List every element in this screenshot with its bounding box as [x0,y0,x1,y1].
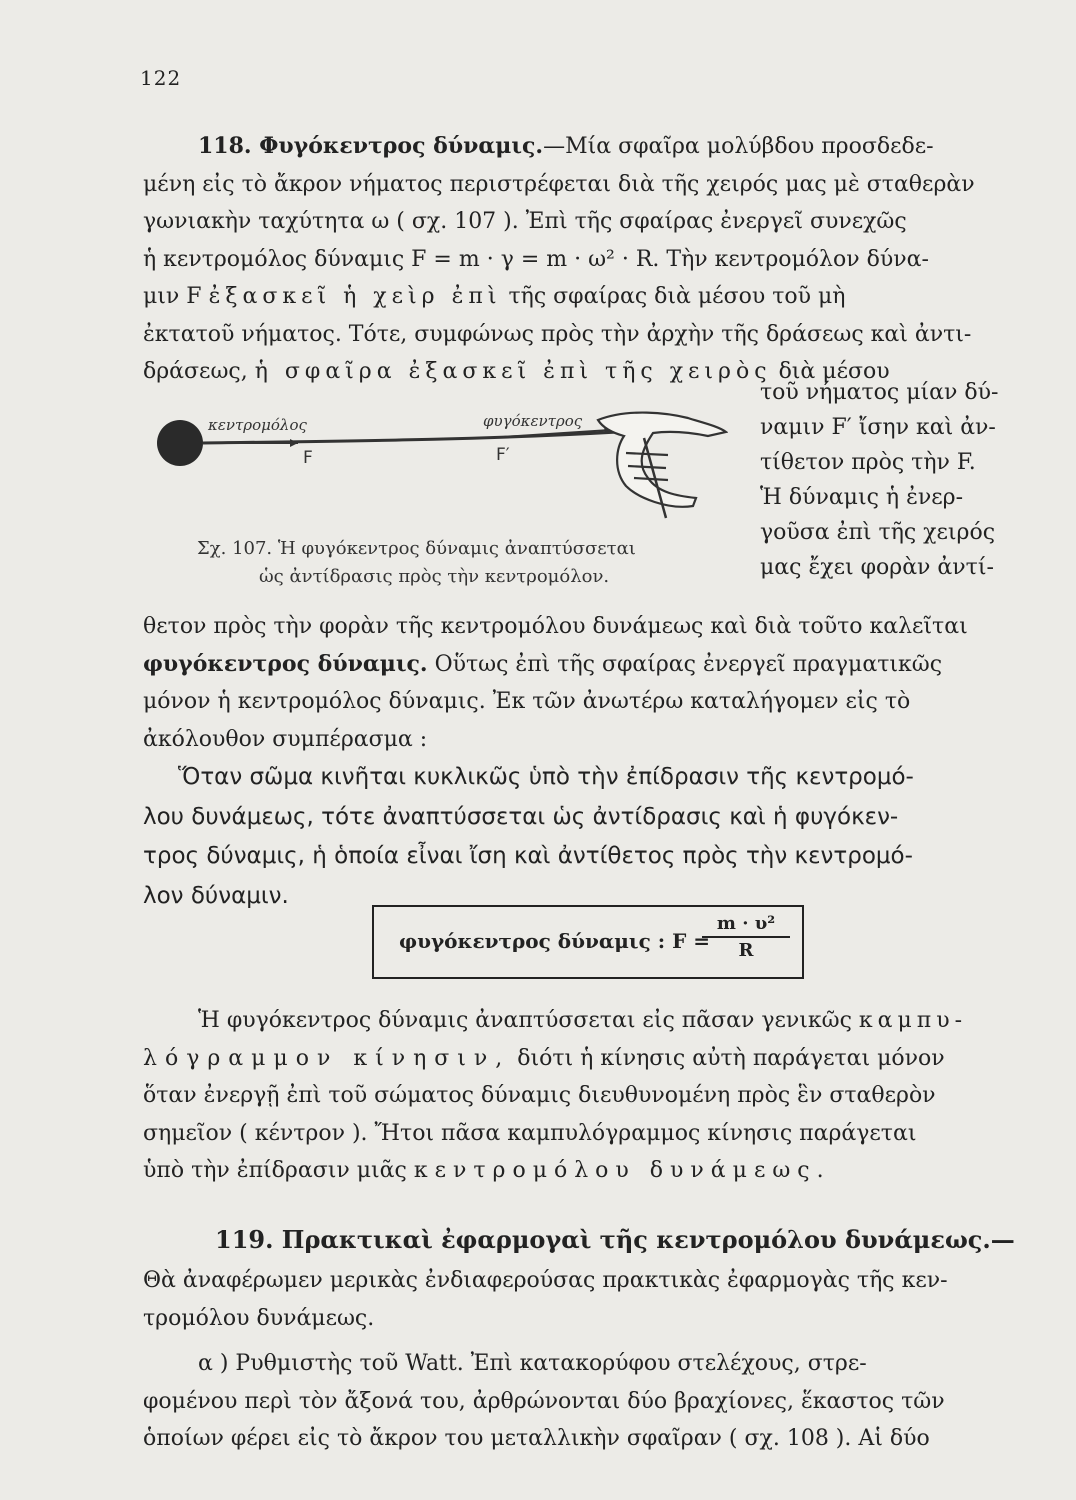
text-line: ὅταν ἐνεργῇ ἐπὶ τοῦ σώματος δύναμις διευθυνομένη πρὸς ἓν σταθερὸν [143,1083,936,1108]
text-fragment: Οὕτως ἐπὶ τῆς σφαίρας ἐνεργεῖ πραγματικῶς [427,651,943,677]
formula-box [372,905,804,979]
text-line: τρος δύναμις, ἡ ὁποία εἶναι ἴση καὶ ἀντίθετος πρὸς τὴν κεντρομό- [143,843,913,869]
text-line: Θὰ ἀναφέρωμεν μερικὰς ἐνδιαφερούσας πρακτικὰς ἐφαρμογὰς τῆς κεν- [143,1268,948,1293]
spaced-text: κεντρομόλου δυνάμεως. [413,1158,831,1183]
text-line: τρομόλου δυνάμεως. [143,1305,375,1331]
text-line: φομένου περὶ τὸν ἄξονά του, ἀρθρώνονται δύο βραχίονες, ἕκαστος τῶν [143,1388,945,1414]
text-line [143,1152,967,1190]
label-F-prime: F′ [496,445,510,465]
formula-label: φυγόκεντρος δύναμις : F = [399,929,710,953]
centrifugal-general-paragraph [143,1002,967,1190]
spaced-text: ἐξασκεῖ ἡ χεὶρ ἐπὶ [208,284,502,309]
label-centripetal: κεντρομόλος [208,416,307,434]
text-line: ἀκόλουθον συμπέρασμα : [143,726,428,752]
caption-line: ὡς ἀντίδρασις πρὸς τὴν κεντρομόλον. [259,566,610,587]
text-line: μας ἔχει φορὰν ἀντί- [760,555,994,580]
text-line: ἡ κεντρομόλος δύναμις F = m · γ = m · ω² · R. Τὴν κεντρομόλον δύνα- [143,246,929,272]
rule-statement [143,758,914,916]
text-fragment: δράσεως, [143,359,248,384]
text-line [143,646,968,684]
text-line: γοῦσα ἐπὶ τῆς χειρός [760,520,996,545]
text-line: Ἡ δύναμις ἡ ἐνερ- [760,485,964,510]
figure-107-illustration [148,398,728,523]
continuation-paragraph [143,608,968,758]
text-line: ἐκτατοῦ νήματος. Τότε, συμφώνως πρὸς τὴν ἀρχὴν τῆς δράσεως καὶ ἀντι- [143,321,972,347]
arrow-head [290,439,298,447]
text-line: μόνον ἡ κεντρομόλος δύναμις. Ἐκ τῶν ἀνωτέρω καταλήγομεν εἰς τὸ [143,689,911,714]
spaced-text: καμπυ- [858,1008,968,1033]
text-line: α ) Ρυθμιστὴς τοῦ Watt. Ἐπὶ κατακορύφου στελέχους, στρε- [198,1351,867,1376]
section-118-title: 118. Φυγόκεντρος δύναμις. [198,133,544,159]
text-line: τίθετον πρὸς τὴν F. [760,450,976,475]
hand-drawing [598,413,726,518]
formula-fraction [702,913,790,961]
section-119-paragraph [143,1262,948,1458]
label-F: F [303,448,313,468]
text-line: σημεῖον ( κέντρον ). Ἤτοι πᾶσα καμπυλόγραμμος κίνησις παράγεται [143,1120,917,1146]
text-line: —Μία σφαῖρα μολύβδου προσδεδε- [543,134,934,159]
label-centrifugal: φυγόκεντρος [483,412,583,430]
text-line: λου δυνάμεως, τότε ἀναπτύσσεται ὡς ἀντίδρασις καὶ ἡ φυγόκεν- [143,803,899,830]
lead-sphere [157,420,203,466]
formula-numerator: m · υ² [702,913,790,938]
side-text-column [760,375,998,585]
figure-107-caption [197,535,636,591]
caption-line: Σχ. 107. Ἡ φυγόκεντρος δύναμις ἀναπτύσσεται [197,538,636,559]
text-line: τοῦ νήματος μίαν δύ- [760,380,999,405]
text-line [143,1002,967,1040]
bold-term: φυγόκεντρος δύναμις. [143,650,428,677]
page-number: 122 [140,66,182,90]
formula-denominator: R [738,940,754,961]
text-fragment: μιν F [143,284,209,309]
text-fragment: ὑπὸ τὴν ἐπίδρασιν μιᾶς [143,1158,414,1183]
text-line: μένη εἰς τὸ ἄκρον νήματος περιστρέφεται διὰ τῆς χειρός μας μὲ σταθερὰν [143,171,975,197]
text-line: Ὅταν σῶμα κινῆται κυκλικῶς ὑπὸ τὴν ἐπίδρασιν τῆς κεντρομό- [178,764,914,790]
section-119-title: 119. Πρακτικαὶ ἐφαρμογαὶ τῆς κεντρομόλου δυνάμεως.— [215,1225,1015,1254]
text-line: θετον πρὸς τὴν φορὰν τῆς κεντρομόλου δυνάμεως καὶ διὰ τοῦτο καλεῖται [143,614,968,639]
text-line: λον δύναμιν. [143,882,289,909]
text-line [143,1040,967,1078]
text-fragment: διότι ἡ κίνησις αὐτὴ παράγεται μόνον [510,1045,945,1071]
text-line [143,278,975,316]
text-fragment: Ἡ φυγόκεντρος δύναμις ἀναπτύσσεται εἰς πᾶσαν γενικῶς [198,1008,859,1033]
text-line: ναμιν F′ ἴσην καὶ ἀν- [760,415,996,440]
text-fragment: διὰ μέσου [778,359,890,384]
text-line: γωνιακὴν ταχύτητα ω ( σχ. 107 ). Ἐπὶ τῆς σφαίρας ἐνεργεῖ συνεχῶς [143,209,907,234]
text-line: ὁποίων φέρει εἰς τὸ ἄκρον του μεταλλικὴν σφαῖραν ( σχ. 108 ). Αἱ δύο [143,1426,930,1451]
section-118-paragraph [143,128,975,391]
text-fragment: τῆς σφαίρας διὰ μέσου τοῦ μὴ [508,284,846,309]
spaced-text: λόγραμμον κίνησιν, [143,1045,511,1071]
spaced-text: ἡ σφαῖρα ἐξασκεῖ ἐπὶ τῆς χειρὸς [254,359,772,384]
